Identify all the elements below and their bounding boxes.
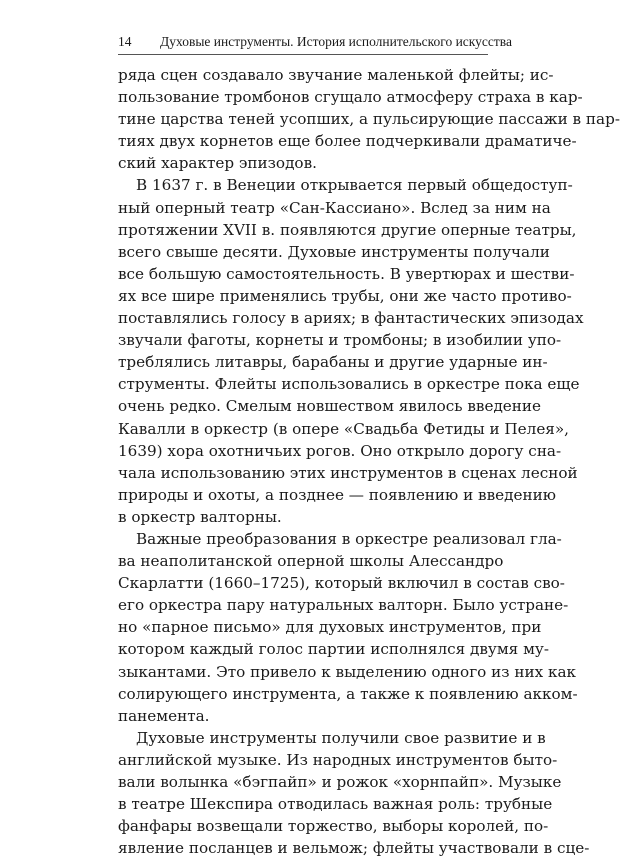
- text-line: тине царства теней усопших, а пульсирующие пассажи в пар-: [118, 110, 620, 129]
- text-line: фанфары возвещали торжество, выборы королей, по-: [118, 817, 549, 836]
- text-line: ряда сцен создавало звучание маленькой флейты; ис-: [118, 66, 554, 84]
- text-line: поставлялись голосу в ариях; в фантастических эпизодах: [118, 309, 584, 328]
- text-line: всего свыше десяти. Духовые инструменты получали: [118, 242, 550, 261]
- text-line: Духовые инструменты получили свое развитие и в: [136, 728, 546, 747]
- text-line: ный оперный театр «Сан-Кассиано». Вслед за ним на: [118, 198, 551, 217]
- text-line: вали волынка «бэгпайп» и рожок «хорнпайп». Музыке: [118, 773, 562, 791]
- text-line: очень редко. Смелым новшеством явилось введение: [118, 397, 542, 416]
- text-line: Важные преобразования в оркестре реализовал гла-: [136, 529, 562, 548]
- paragraph: [118, 727, 590, 859]
- text-line: все большую самостоятельность. В увертюрах и шестви-: [118, 264, 575, 283]
- body-text: [118, 64, 620, 859]
- running-head: [118, 33, 512, 51]
- text-line: протяжении XVII в. появляются другие оперные театры,: [118, 220, 577, 239]
- text-line: 1639) хора охотничьих рогов. Оно открыло дорогу сна-: [118, 441, 562, 460]
- text-line: В 1637 г. в Венеции открывается первый общедоступ-: [136, 176, 573, 195]
- text-line: чала использованию этих инструментов в сценах лесной: [118, 463, 578, 482]
- text-line: зыкантами. Это привело к выделению одного из них как: [118, 662, 577, 681]
- text-line: солирующего инструмента, а также к появлению акком-: [118, 684, 578, 703]
- header-rule: [118, 54, 488, 55]
- text-line: котором каждый голос партии исполнялся двумя му-: [118, 640, 549, 659]
- text-line: природы и охоты, а позднее — появлению и введению: [118, 485, 556, 504]
- text-line: тиях двух корнетов еще более подчеркивали драматиче-: [118, 132, 577, 151]
- text-line: в оркестр валторны.: [118, 507, 282, 526]
- text-line: пользование тромбонов сгущало атмосферу страха в кар-: [118, 88, 583, 107]
- text-line: Кавалли в оркестр (в опере «Свадьба Фетиды и Пелея»,: [118, 419, 570, 438]
- text-line: в театре Шекспира отводилась важная роль: трубные: [118, 795, 553, 814]
- paragraph: [118, 528, 578, 727]
- text-line: треблялись литавры, барабаны и другие ударные ин-: [118, 353, 548, 372]
- text-line: струменты. Флейты использовались в оркестре пока еще: [118, 375, 580, 394]
- text-line: английской музыке. Из народных инструментов быто-: [118, 750, 558, 769]
- text-line: панемента.: [118, 706, 210, 725]
- text-line: звучали фаготы, корнеты и тромбоны; в изобилии упо-: [118, 331, 562, 350]
- page-number: 14: [118, 34, 132, 49]
- text-line: ях все шире применялись трубы, они же часто противо-: [118, 286, 572, 305]
- paragraph: [118, 174, 584, 528]
- text-line: ский характер эпизодов.: [118, 154, 317, 173]
- running-title: Духовые инструменты. История исполнительского искусства: [160, 34, 512, 49]
- text-line: его оркестра пару натуральных валторн. Было устране-: [118, 596, 569, 615]
- paragraph: [118, 64, 620, 174]
- text-line: Скарлатти (1660–1725), который включил в состав сво-: [118, 574, 565, 593]
- text-line: но «парное письмо» для духовых инструментов, при: [118, 618, 542, 637]
- text-line: явление посланцев и вельмож; флейты участвовали в сце-: [118, 839, 590, 858]
- text-line: ва неаполитанской оперной школы Алессандро: [118, 552, 504, 571]
